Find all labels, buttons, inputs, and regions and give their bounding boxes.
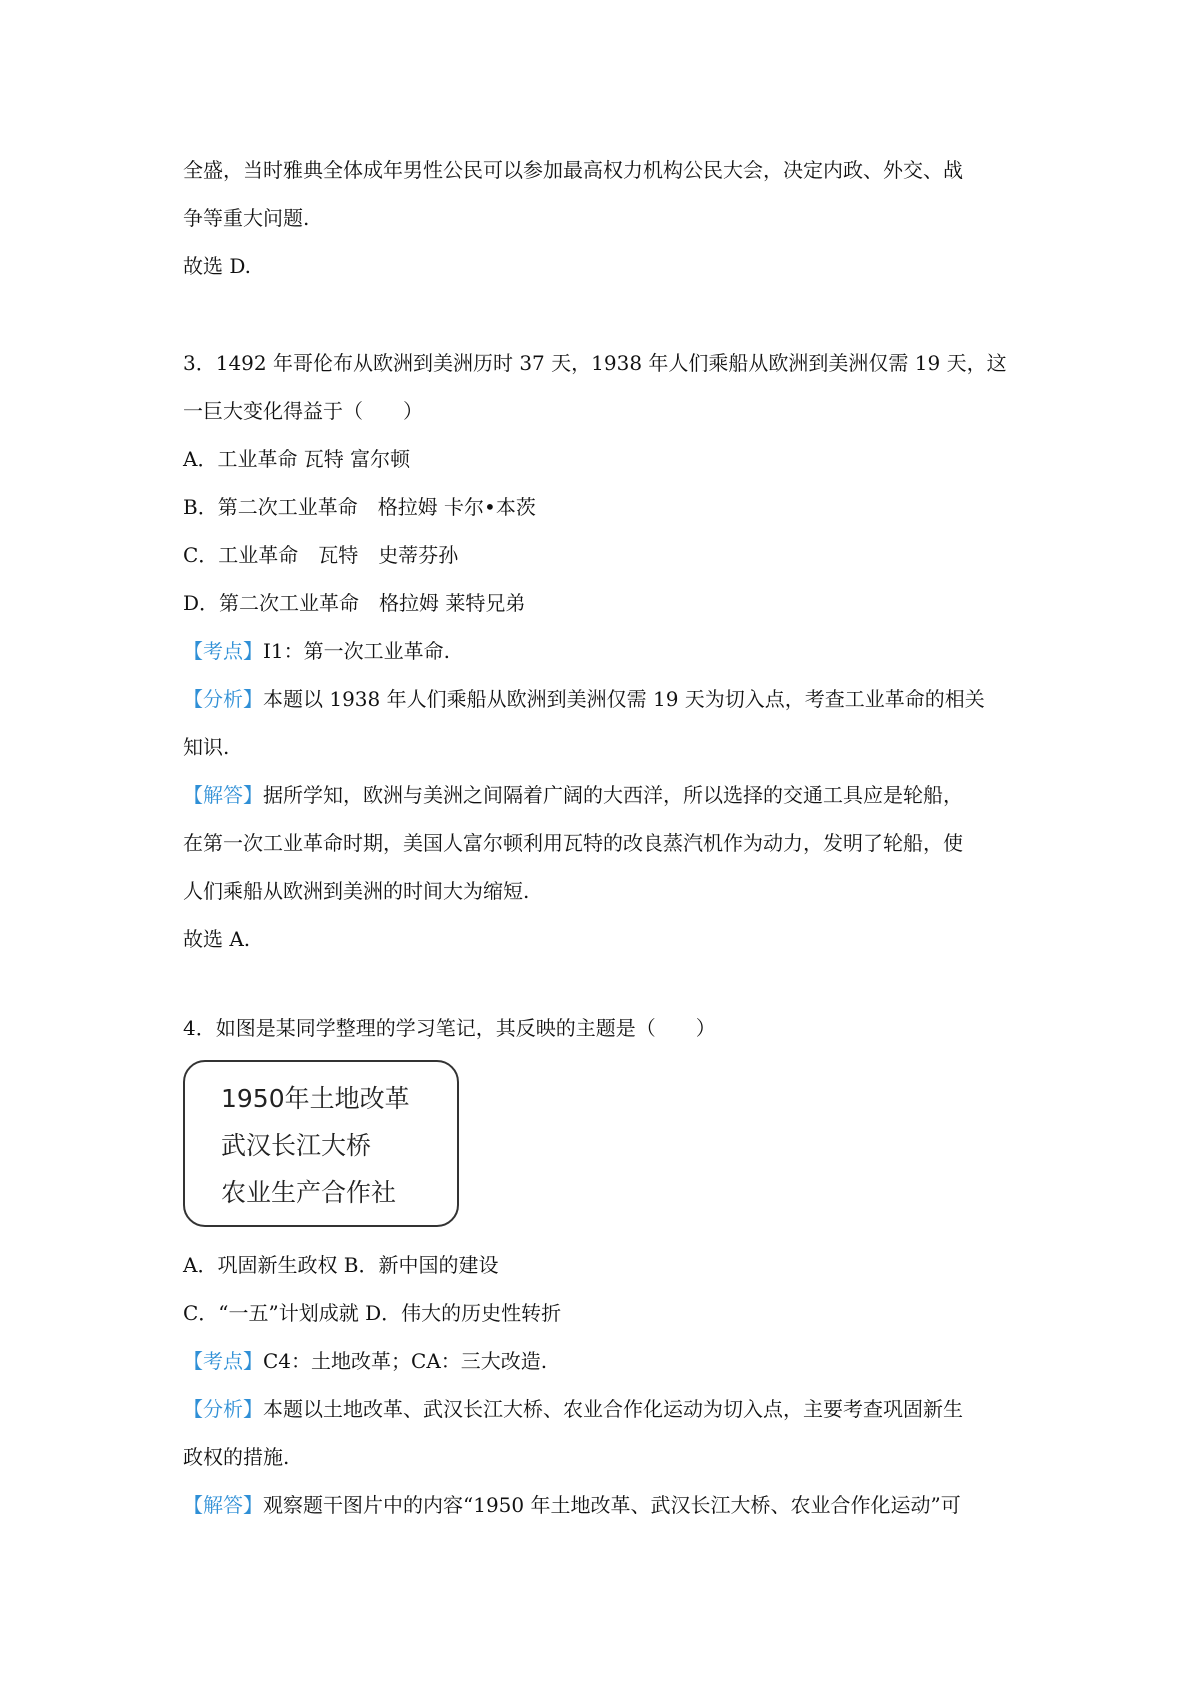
- study-note-figure: [183, 1060, 459, 1227]
- kaodian-line: [183, 639, 450, 663]
- answer-line: 故选 D.: [183, 254, 252, 278]
- jieda-line: [183, 783, 963, 807]
- text-line: 在第一次工业革命时期，美国人富尔顿利用瓦特的改良蒸汽机作为动力，发明了轮船，使: [183, 831, 963, 855]
- option-a-b: A．巩固新生政权 B．新中国的建设: [183, 1253, 499, 1277]
- kaodian-line: [183, 1349, 547, 1373]
- kaodian-text: C4：土地改革；CA：三大改造.: [263, 1349, 548, 1373]
- note-item: 武汉长江大桥: [221, 1131, 372, 1160]
- kaodian-text: I1：第一次工业革命.: [263, 639, 450, 663]
- jieda-text: 观察题干图片中的内容“1950 年土地改革、武汉长江大桥、农业合作化运动”可: [263, 1493, 961, 1517]
- text-line: 知识.: [183, 735, 230, 759]
- fenxi-tag: 【分析】: [183, 687, 263, 711]
- jieda-tag: 【解答】: [183, 1493, 263, 1517]
- note-item: 1950年土地改革: [221, 1084, 410, 1113]
- jieda-line: [183, 1493, 961, 1517]
- text-line: 政权的措施.: [183, 1445, 290, 1469]
- fenxi-line: [183, 1397, 963, 1421]
- option-b: B．第二次工业革命 格拉姆 卡尔•本茨: [183, 495, 536, 519]
- kaodian-tag: 【考点】: [183, 1349, 263, 1373]
- fenxi-line: [183, 687, 985, 711]
- option-d: D．第二次工业革命 格拉姆 莱特兄弟: [183, 591, 526, 615]
- question-3-stem: 3．1492 年哥伦布从欧洲到美洲历时 37 天，1938 年人们乘船从欧洲到美洲仅需 19 天，这: [183, 351, 1007, 375]
- option-c-d: C．“一五”计划成就 D．伟大的历史性转折: [183, 1301, 562, 1325]
- fenxi-text: 本题以 1938 年人们乘船从欧洲到美洲仅需 19 天为切入点，考查工业革命的相关: [263, 687, 985, 711]
- kaodian-tag: 【考点】: [183, 639, 263, 663]
- option-a: A．工业革命 瓦特 富尔顿: [183, 447, 411, 471]
- note-item: 农业生产合作社: [221, 1178, 397, 1207]
- jieda-tag: 【解答】: [183, 783, 263, 807]
- text-line: 全盛，当时雅典全体成年男性公民可以参加最高权力机构公民大会，决定内政、外交、战: [183, 158, 963, 182]
- option-c: C．工业革命 瓦特 史蒂芬孙: [183, 543, 459, 567]
- question-4-stem: 4．如图是某同学整理的学习笔记，其反映的主题是（ ）: [183, 1016, 716, 1040]
- text-line: 争等重大问题.: [183, 206, 310, 230]
- fenxi-text: 本题以土地改革、武汉长江大桥、农业合作化运动为切入点，主要考查巩固新生: [263, 1397, 963, 1421]
- answer-line: 故选 A.: [183, 927, 251, 951]
- fenxi-tag: 【分析】: [183, 1397, 263, 1421]
- jieda-text: 据所学知，欧洲与美洲之间隔着广阔的大西洋，所以选择的交通工具应是轮船，: [263, 783, 963, 807]
- text-line: 人们乘船从欧洲到美洲的时间大为缩短.: [183, 879, 530, 903]
- question-3-stem-cont: 一巨大变化得益于（ ）: [183, 399, 423, 423]
